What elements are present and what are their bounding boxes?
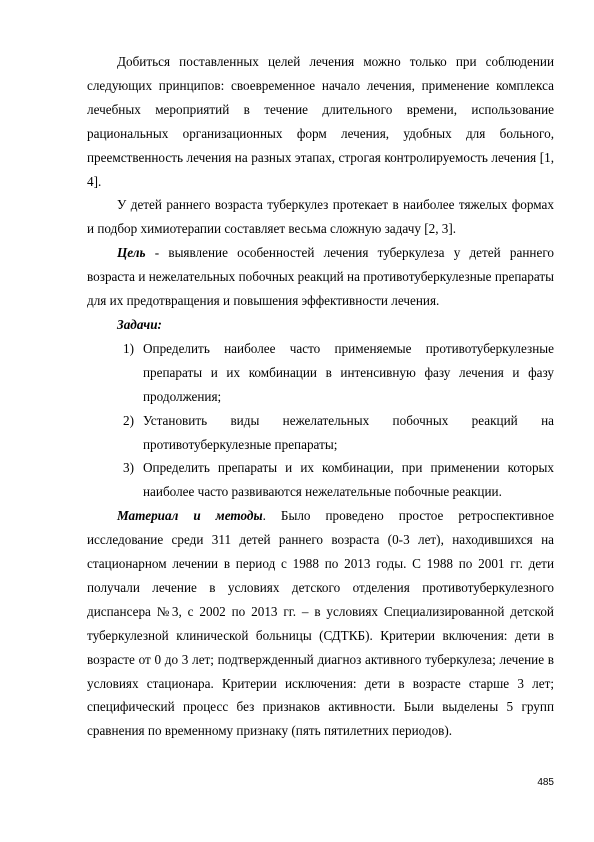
task-number: 3): [123, 460, 134, 476]
task-item: [123, 456, 554, 504]
paragraph-methods: [87, 504, 554, 743]
paragraph-principles: Добиться поставленных целей лечения можно только при соблюдении следующих принципов: своевременное начало лечения, применение комплекса лечебных мероприятий в течение длительного времени, использование рациональных организационных форм лечения, удобных для больного, преемственность лечения на разных этапах, строгая контролируемость лечения [1, 4].: [87, 54, 554, 189]
goal-text: - выявление особенностей лечения туберкулеза у детей раннего возраста и нежелательных побочных реакций на противотуберкулезные препараты для их предотвращения и повышения эффективности лечения.: [87, 245, 554, 309]
tasks-heading: Задачи:: [117, 316, 162, 332]
task-text: Определить наиболее часто применяемые противотуберкулезные препараты и их комбинации в интенсивную фазу лечения и фазу продолжения;: [143, 340, 554, 404]
task-number: 2): [123, 412, 134, 428]
task-item: [123, 409, 554, 457]
tasks-list: [87, 337, 554, 504]
methods-text: . Было проведено простое ретроспективное исследование среди 311 детей раннего возраста (0-3 лет), находившихся на стационарном лечении в период с 1988 по 2013 годы. С 1988 по 2001 гг. дети получали лечение в условиях детского отделения противотуберкулезного диспансера №3, с 2002 по 2013 гг. – в условиях Специализированной детской туберкулезной клинической больницы (СДТКБ). Критерии включения: дети в возрасте от 0 до 3 лет; подтвержденный диагноз активного туберкулеза; лечение в условиях стационара. Критерии исключения: дети в возрасте старше 3 лет; специфический процесс без признаков активности. Были выделены 5 групп сравнения по временному признаку (пять пятилетних периодов).: [87, 508, 554, 739]
methods-label: Материал и методы: [117, 508, 263, 524]
task-number: 1): [123, 340, 134, 356]
task-text: Установить виды нежелательных побочных реакций на противотуберкулезные препараты;: [143, 412, 554, 452]
paragraph-goal: [87, 241, 554, 313]
document-page: [87, 50, 554, 743]
task-item: [123, 337, 554, 409]
paragraph-young-children: У детей раннего возраста туберкулез протекает в наиболее тяжелых формах и подбор химиотерапии составляет весьма сложную задачу [2, 3].: [87, 197, 554, 237]
goal-label: Цель: [117, 245, 146, 261]
page-number: 485: [537, 777, 554, 788]
task-text: Определить препараты и их комбинации, при применении которых наиболее часто развиваются нежелательные побочные реакции.: [143, 460, 554, 500]
